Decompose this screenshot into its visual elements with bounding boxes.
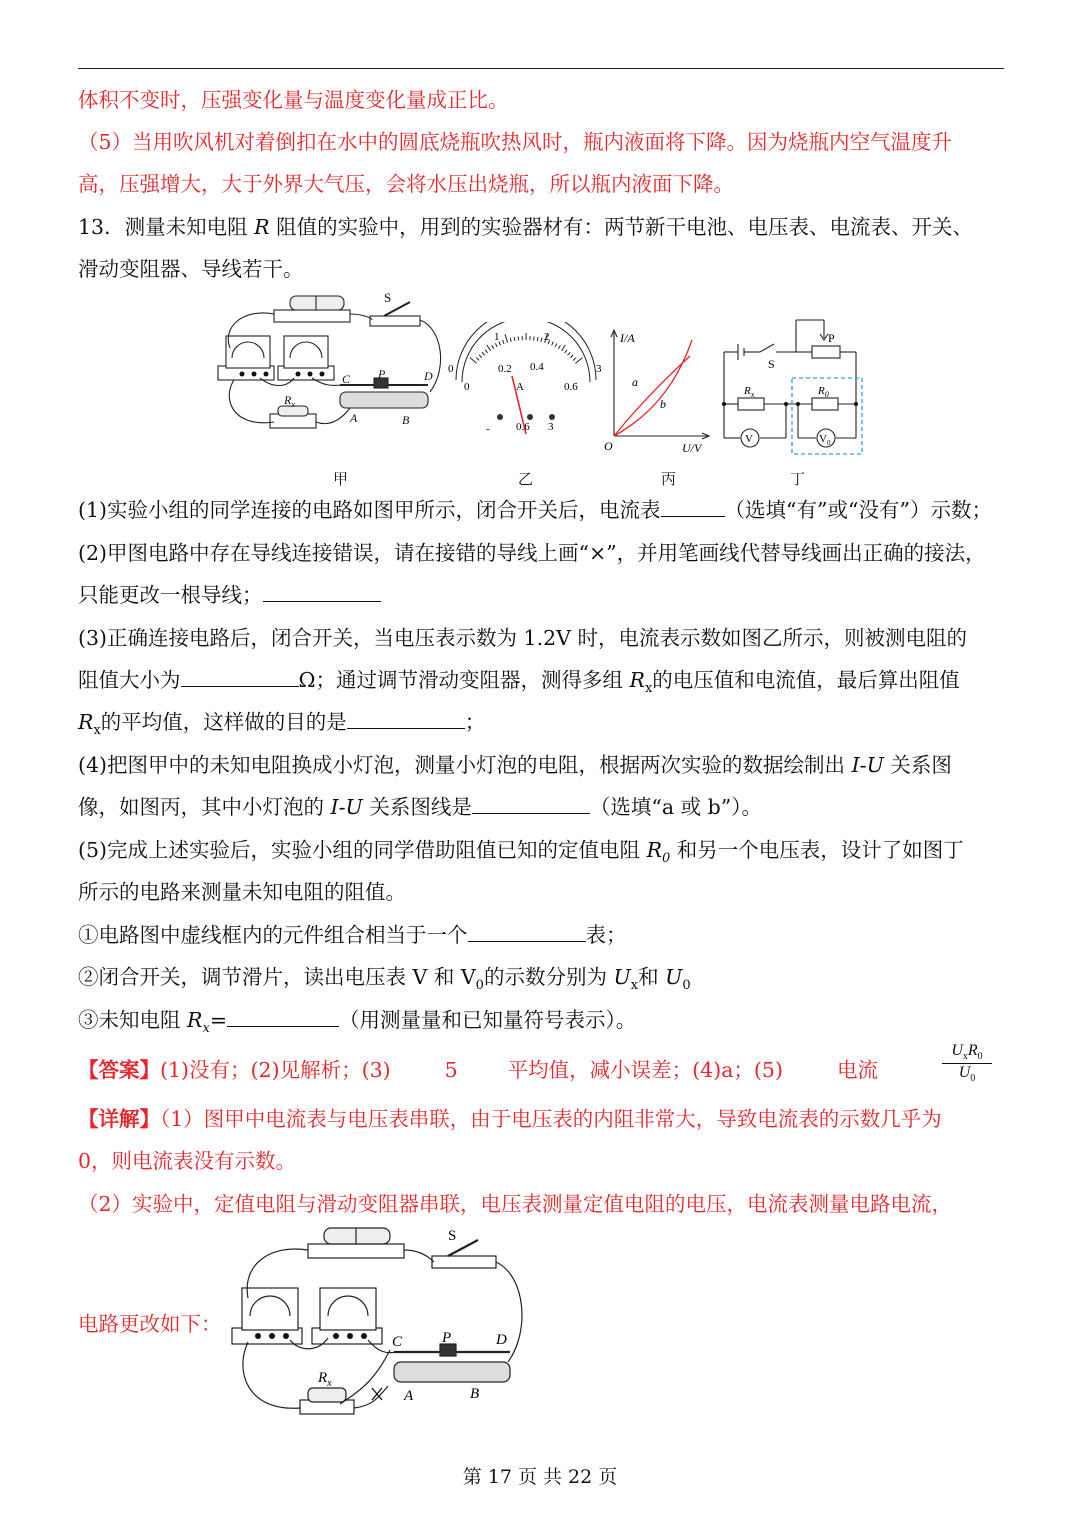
graph-y-label: I/A: [620, 331, 635, 345]
corr-label-b: B: [470, 1386, 480, 1402]
q2-blank[interactable]: [263, 583, 381, 602]
corr-label-p: P: [442, 1330, 452, 1346]
ammeter-tick-3: 3: [596, 363, 602, 375]
detail-line-1: 【详解】（1）图甲中电流表与电压表串联，由于电压表的内阻非常大，导致电流表的示数几乎为: [78, 1107, 942, 1131]
prev-answer-line-2: （5）当用吹风机对着倒扣在水中的圆底烧瓶吹热风时，瓶内液面将下降。因为烧瓶内空气温度升: [78, 130, 953, 154]
corr-label-a: A: [404, 1388, 414, 1404]
ding-label-v0: $V_0$: [819, 433, 831, 447]
q3-line-3: $R_x$的平均值，这样做的目的是 ；: [78, 710, 486, 739]
ding-label-rx: $R_x$: [744, 385, 755, 399]
q4-line-1: (4)把图甲中的未知电阻换成小灯泡，测量小灯泡的电阻，根据两次实验的数据绘制出 I-U 关系图: [78, 753, 952, 777]
q4-line-2: 像，如图丙，其中小灯泡的 I-U 关系图线是 （选填“a 或 b”）。: [78, 795, 762, 819]
q5-sub-1: ①电路图中虚线框内的元件组合相当于一个 表；: [78, 923, 627, 947]
ammeter-tick-mark: [492, 345, 494, 348]
caption-jia: 甲: [333, 470, 349, 488]
q4-blank[interactable]: [472, 795, 590, 814]
question-stem: 13．测量未知电阻 R 阻值的实验中，用到的实验器材有：两节新干电池、电压表、电流表、开关、: [78, 215, 974, 239]
q1-line: (1)实验小组的同学连接的电路如图甲所示，闭合开关后，电流表 （选填“有”或“没有”）示数；: [78, 498, 992, 522]
ammeter-tick-mark: [552, 342, 554, 346]
ammeter-tick-mark: [476, 358, 479, 361]
figure-corrected-circuit: [228, 1222, 528, 1422]
ammeter-tick-mark: [482, 352, 485, 355]
ammeter-tick-mark: [479, 355, 482, 358]
prev-answer-line-1: 体积不变时，压强变化量与温度变化量成正比。: [78, 88, 509, 112]
ammeter-tick-mark: [470, 357, 477, 363]
prev-answer-line-3: 高，压强增大，大于外界大气压，会将水压出烧瓶，所以瓶内液面下降。: [78, 172, 734, 196]
ammeter-tick-mark: [503, 340, 504, 344]
ammeter-tick-0-4: 0.4: [530, 361, 544, 373]
caption-yi: 乙: [518, 470, 534, 488]
detail-line-4: 电路更改如下：: [78, 1312, 222, 1336]
curve-b-label: b: [660, 397, 666, 411]
header-rule: [78, 68, 1004, 69]
ammeter-tick-0-2: 0.2: [498, 363, 512, 375]
q3-line-1: (3)正确连接电路后，闭合开关，当电压表示数为 1.2V 时，电流表示数如图乙所示，则被测电阻的: [78, 626, 967, 650]
q2-line-2: 只能更改一根导线；: [78, 581, 1004, 609]
q5-sub-2: ②闭合开关，调节滑片，读出电压表 V 和 $V_0$的示数分别为 $U_x$和 $U_0$: [78, 965, 691, 994]
curve-a-line: [614, 356, 690, 436]
q2-line-1: (2)甲图电路中存在导线连接错误，请在接错的导线上画“×”，并用笔画线代替导线画出正确的接法，: [78, 541, 986, 565]
caption-bing: 丙: [661, 470, 677, 488]
ammeter-tick-mark: [514, 337, 515, 341]
q3-line-2: 阻值大小为 Ω；通过调节滑动变阻器，测得多组 $R_x$的电压值和电流值，最后算出阻值: [78, 668, 960, 697]
terminal-minus: -: [486, 423, 490, 435]
terminal-3: 3: [548, 421, 554, 433]
figure-jia-circuit: [212, 288, 448, 444]
answer-line: 【答案】(1)没有；(2)见解析；(3) 5 平均值，减小误差；(4)a；(5) 电流: [78, 1058, 878, 1082]
ammeter-tick-0-bottom: 0: [464, 381, 470, 393]
ammeter-tick-mark: [565, 350, 567, 353]
ding-label-r0: $R_0$: [818, 385, 829, 399]
graph-origin: O: [604, 439, 613, 453]
caption-ding: 丁: [790, 470, 806, 488]
graph-x-label: U/V: [682, 441, 702, 455]
corr-label-c: C: [392, 1334, 403, 1350]
ammeter-unit: A: [516, 381, 524, 393]
ammeter-tick-mark: [573, 358, 576, 361]
ammeter-tick-0-6: 0.6: [564, 381, 578, 393]
ammeter-tick-mark: [575, 358, 582, 364]
label-slider-p: P: [378, 367, 386, 381]
label-c: C: [342, 372, 351, 386]
ammeter-tick-mark: [485, 350, 487, 353]
ammeter-tick-0-top: 0: [448, 363, 454, 375]
ding-label-v: V: [745, 433, 753, 445]
ammeter-tick-mark: [537, 337, 538, 341]
ammeter-tick-mark: [562, 345, 566, 351]
ammeter-tick-mark: [505, 334, 508, 343]
detail-line-2: 0，则电流表没有示数。: [78, 1149, 297, 1173]
q3-blank-1[interactable]: [181, 668, 299, 687]
q5-line-2: 所示的电路来测量未知电阻的阻值。: [78, 880, 406, 904]
q5-line-1: (5)完成上述实验后，实验小组的同学借助阻值已知的定值电阻 $R_0$ 和另一个电压表，设计了如图丁: [78, 838, 964, 867]
page-footer: 第 17 页 共 22 页: [462, 1466, 618, 1488]
ammeter-tick-1: 1: [494, 331, 500, 343]
detail-line-3: （2）实验中，定值电阻与滑动变阻器串联，电压表测量定值电阻的电压，电流表测量电路电流，: [78, 1192, 953, 1216]
corr-label-d: D: [496, 1332, 507, 1348]
ammeter-tick-mark: [510, 338, 511, 342]
corr-label-rx: $R_x$: [318, 1370, 332, 1389]
question-stem-2: 滑动变阻器、导线若干。: [78, 257, 304, 281]
q5-blank-1[interactable]: [468, 923, 586, 942]
answer-fraction: $U_xR_0$ $U_0$: [942, 1042, 992, 1084]
ammeter-tick-mark: [568, 352, 571, 355]
q5-blank-3[interactable]: [227, 1008, 339, 1027]
terminal-0-6: 0.6: [516, 421, 530, 433]
figure-yi-ammeter: [440, 322, 610, 438]
ammeter-tick-mark: [495, 343, 497, 347]
label-b: B: [402, 413, 410, 427]
q5-sub-3: ③未知电阻 $R_x=$ （用测量量和已知量符号表示）。: [78, 1008, 637, 1037]
figure-ding-circuit: [716, 316, 866, 456]
ammeter-tick-mark: [570, 355, 573, 358]
label-d: D: [424, 369, 433, 383]
label-switch-s: S: [384, 290, 392, 305]
figure-bing-graph: [600, 326, 712, 456]
ammeter-tick-mark: [487, 345, 491, 351]
ammeter-tick-mark: [555, 343, 557, 347]
label-rx: $R_x$: [284, 393, 295, 409]
curve-a-label: a: [632, 375, 638, 389]
ammeter-tick-2: 2: [544, 331, 550, 343]
ammeter-tick-mark: [541, 338, 542, 342]
ding-label-s: S: [768, 357, 775, 371]
corr-label-s: S: [448, 1228, 457, 1244]
q3-blank-2[interactable]: [347, 710, 465, 729]
ding-label-p: P: [828, 331, 835, 345]
label-a: A: [350, 411, 358, 425]
ammeter-tick-mark: [558, 345, 560, 348]
q1-blank[interactable]: [661, 498, 725, 517]
